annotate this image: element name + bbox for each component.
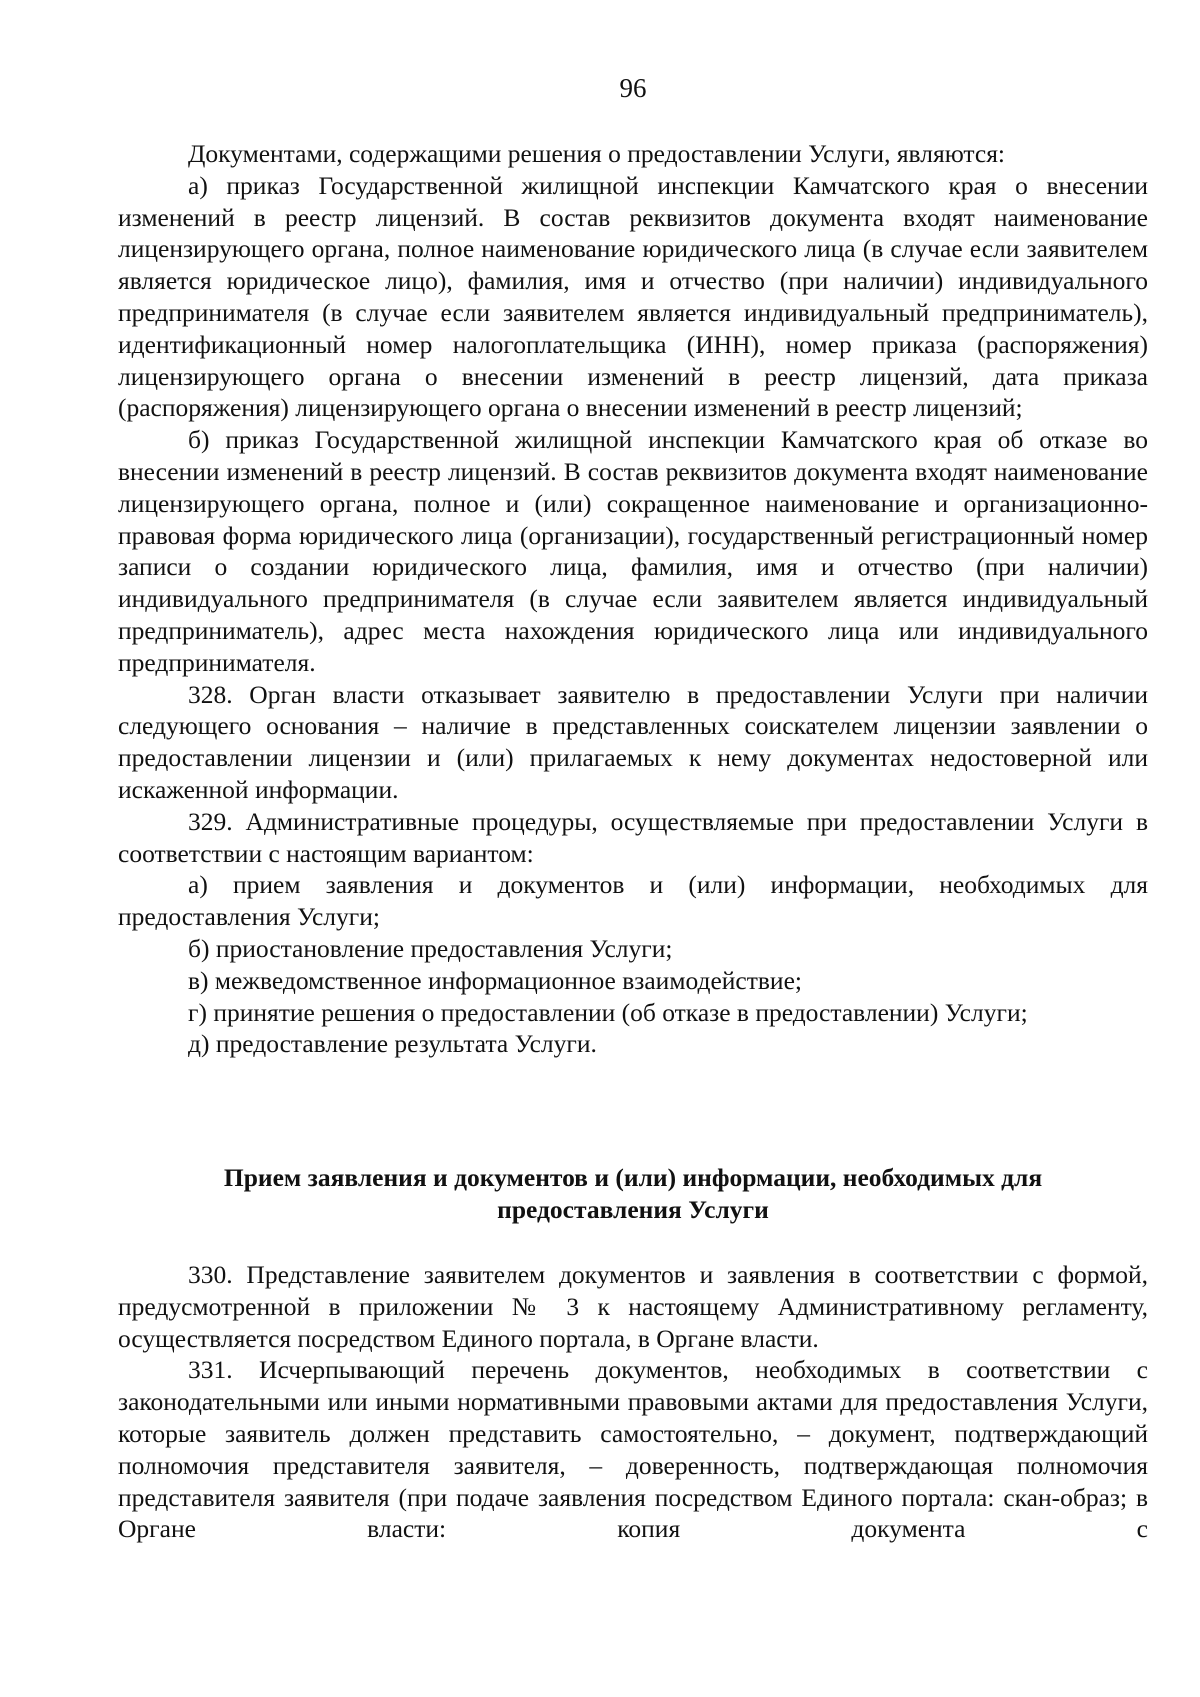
paragraph-329: 329. Административные процедуры, осуществляемые при предоставлении Услуги в соответствии с настоящим вариантом: [118,806,1148,868]
paragraph-331: 331. Исчерпывающий перечень документов, необходимых в соответствии с законодательными или иными нормативными правовыми актами для предоставления Услуги, которые заявитель должен представить самостоятельно, – документ, подтверждающий полномочия представителя заявителя, – доверенность, подтверждающая полномочия представителя заявителя (при подаче заявления посредством Единого портала: скан-образ; в Органе власти: копия документа с [118,1355,1148,1544]
body-text-bottom [118,1259,1148,1545]
paragraph-procedure-b: б) приостановление предоставления Услуги; [188,933,673,963]
paragraph-decision-documents: Документами, содержащими решения о предоставлении Услуги, являются: [188,139,1006,168]
paragraph-procedure-e: д) предоставление результата Услуги. [188,1029,597,1059]
paragraph-procedure-d: г) принятие решения о предоставлении (об отказе в предоставлении) Услуги; [188,997,1028,1027]
paragraph-330: 330. Представление заявителем документов и заявления в соответствии с формой, предусмотренной в приложении № 3 к настоящему Административному регламенту, осуществляется посредством Единого портала, в Органе власти. [118,1260,1148,1353]
section-heading-line-1: Прием заявления и документов и (или) информации, необходимых для [223,1163,1043,1192]
page-number: 96 [619,73,647,103]
paragraph-procedure-c: в) межведомственное информационное взаимодействие; [188,965,802,995]
section-heading-line-2: предоставления Услуги [497,1194,769,1224]
body-text-top [118,138,1148,1060]
paragraph-item-a-order-changes: а) приказ Государственной жилищной инспекции Камчатского края о внесении изменений в реестр лицензий. В состав реквизитов документа входят наименование лицензирующего органа, полное наименование юридического лица (в случае если заявителем является юридическое лицо), фамилия, имя и отчество (при наличии) индивидуального предпринимателя (в случае если заявителем является индивидуальный предприниматель), идентификационный номер налогоплательщика (ИНН), номер приказа (распоряжения) лицензирующего органа о внесении изменений в реестр лицензий, дата приказа (распоряжения) лицензирующего органа о внесении изменений в реестр лицензий; [118,170,1148,423]
paragraph-procedure-a: а) прием заявления и документов и (или) информации, необходимых для предоставления Услуги; [118,870,1148,932]
section-heading [118,1162,1148,1226]
paragraph-item-b-order-refusal: б) приказ Государственной жилищной инспекции Камчатского края об отказе во внесении изменений в реестр лицензий. В состав реквизитов документа входят наименование лицензирующего органа, полное и (или) сокращенное наименование и организационно-правовая форма юридического лица (организации), государственный регистрационный номер записи о создании юридического лица, фамилия, имя и отчество (при наличии) индивидуального предпринимателя (в случае если заявителем является индивидуальный предприниматель), адрес места нахождения юридического лица или индивидуального предпринимателя. [118,425,1148,677]
paragraph-328: 328. Орган власти отказывает заявителю в предоставлении Услуги при наличии следующего основания – наличие в представленных соискателем лицензии заявлении о предоставлении лицензии и (или) прилагаемых к нему документах недостоверной или искаженной информации. [118,679,1148,804]
